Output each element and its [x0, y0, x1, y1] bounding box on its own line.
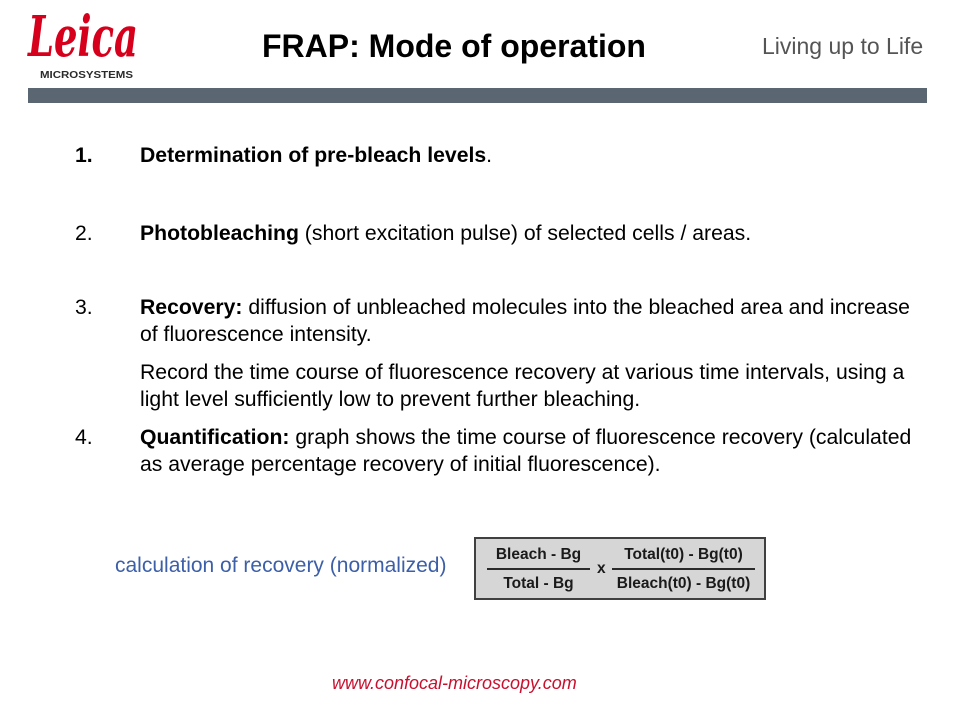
footer-url: www.confocal-microscopy.com — [332, 673, 577, 693]
tagline: Living up to Life — [762, 33, 924, 59]
page-title: FRAP: Mode of operation — [262, 28, 646, 64]
list-number: 1. — [75, 144, 93, 167]
list-item-text — [140, 424, 925, 478]
list-item-heading: Determination of pre-bleach levels — [140, 144, 487, 167]
list-item-heading: Photobleaching — [140, 222, 299, 245]
list-item-body: graph shows the time course of fluorescence recovery (calculated as average percentage recovery of initial fluorescence). — [140, 426, 912, 476]
list-item-heading: Recovery: — [140, 296, 243, 319]
list-item — [75, 294, 925, 348]
list-item-heading: Quantification: — [140, 426, 290, 449]
leica-logo — [0, 0, 160, 90]
fraction-denominator: Bleach(t0) - Bg(t0) — [616, 575, 751, 592]
formula-label: calculation of recovery (normalized) — [115, 554, 447, 577]
list-item-text — [140, 294, 925, 348]
list-number: 4. — [75, 426, 93, 449]
list-item-body: . — [486, 144, 493, 167]
list-item-note: Record the time course of fluorescence recovery at various time intervals, using a light level sufficiently low to prevent further bleaching. — [140, 361, 905, 411]
fraction-bleach-over-total — [487, 539, 590, 598]
list-item — [75, 142, 925, 169]
fraction-total-over-bleach-t0 — [612, 539, 755, 598]
list-item — [75, 424, 925, 478]
logo-brand: Leica — [26, 4, 139, 70]
list-number: 2. — [75, 222, 93, 245]
logo-subtitle: MICROSYSTEMS — [40, 70, 134, 81]
list-item-body: diffusion of unbleached molecules into the bleached area and increase of fluorescence intensity. — [140, 296, 910, 346]
formula-box — [474, 537, 766, 600]
list-number: 3. — [75, 296, 93, 319]
fraction-numerator: Bleach - Bg — [495, 546, 582, 563]
fraction-bar — [487, 568, 590, 570]
fraction-denominator: Total - Bg — [503, 575, 574, 592]
list-item-body: (short excitation pulse) of selected cells / areas. — [298, 222, 752, 245]
list-item — [75, 220, 925, 247]
multiply-operator: x — [597, 560, 606, 577]
fraction-bar — [612, 568, 755, 570]
header-divider — [28, 88, 927, 103]
list-item-text — [140, 142, 925, 169]
list-item-text — [140, 220, 925, 247]
fraction-numerator: Total(t0) - Bg(t0) — [624, 546, 743, 563]
